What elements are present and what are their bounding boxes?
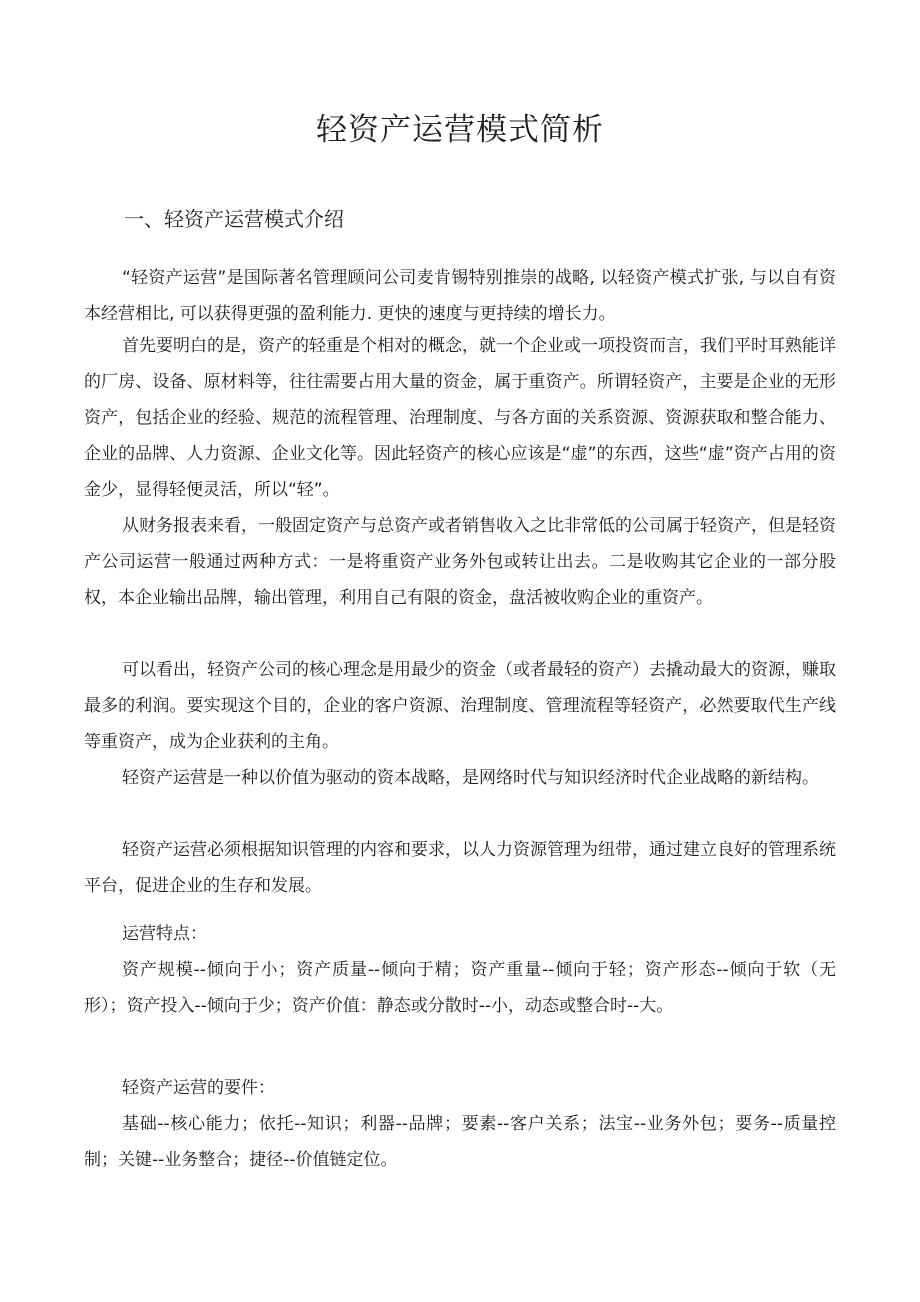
section-heading: 一、轻资产运营模式介绍 — [124, 207, 344, 231]
paragraph-light-heavy: 首先要明白的是，资产的轻重是个相对的概念，就一个企业或一项投资而言，我们平时耳熟能详的厂房、设备、原材料等，往往需要占用大量的资金，属于重资产。所谓轻资产，主要是企业的无形资产，包括企业的经验、规范的流程管理、治理制度、与各方面的关系资源、资源获取和整合能力、企业的品牌、人力资源、企业文化等。因此轻资产的核心应该是“虚”的东西，这些“虚”资产占用的资金少，显得轻便灵活，所以“轻”。 — [84, 336, 836, 500]
elements-text: 基础--核心能力；依托--知识；利器--品牌；要素--客户关系；法宝--业务外包；要务--质量控制；关键--业务整合；捷径--价值链定位。 — [84, 1114, 836, 1170]
paragraph-knowledge-management: 轻资产运营必须根据知识管理的内容和要求，以人力资源管理为纽带，通过建立良好的管理系统平台，促进企业的生存和发展。 — [84, 840, 836, 896]
paragraph-core-concept: 可以看出，轻资产公司的核心理念是用最少的资金（或者最轻的资产）去撬动最大的资源，赚取最多的利润。要实现这个目的，企业的客户资源、治理制度、管理流程等轻资产，必然要取代生产线等重资产，成为企业获利的主角。 — [84, 660, 836, 752]
features-text: 资产规模--倾向于小；资产质量--倾向于精；资产重量--倾向于轻；资产形态--倾向于软（无形）；资产投入--倾向于少；资产价值：静态或分散时--小，动态或整合时--大。 — [84, 960, 836, 1016]
paragraph-value-driven: 轻资产运营是一种以价值为驱动的资本战略，是网络时代与知识经济时代企业战略的新结构。 — [122, 768, 819, 788]
paragraph-financial: 从财务报表来看，一般固定资产与总资产或者销售收入之比非常低的公司属于轻资产，但是轻资产公司运营一般通过两种方式：一是将重资产业务外包或转让出去。二是收购其它企业的一部分股权，本企业输出品牌，输出管理，利用自己有限的资金，盘活被收购企业的重资产。 — [84, 516, 836, 608]
elements-label: 轻资产运营的要件： — [122, 1078, 275, 1098]
page-title: 轻资产运营模式简析 — [316, 112, 604, 148]
paragraph-intro: “轻资产运营”是国际著名管理顾问公司麦肯锡特别推崇的战略, 以轻资产模式扩张, 与以自有资本经营相比, 可以获得更强的盈利能力. 更快的速度与更持续的增长力。 — [84, 268, 836, 324]
features-label: 运营特点： — [122, 924, 207, 944]
